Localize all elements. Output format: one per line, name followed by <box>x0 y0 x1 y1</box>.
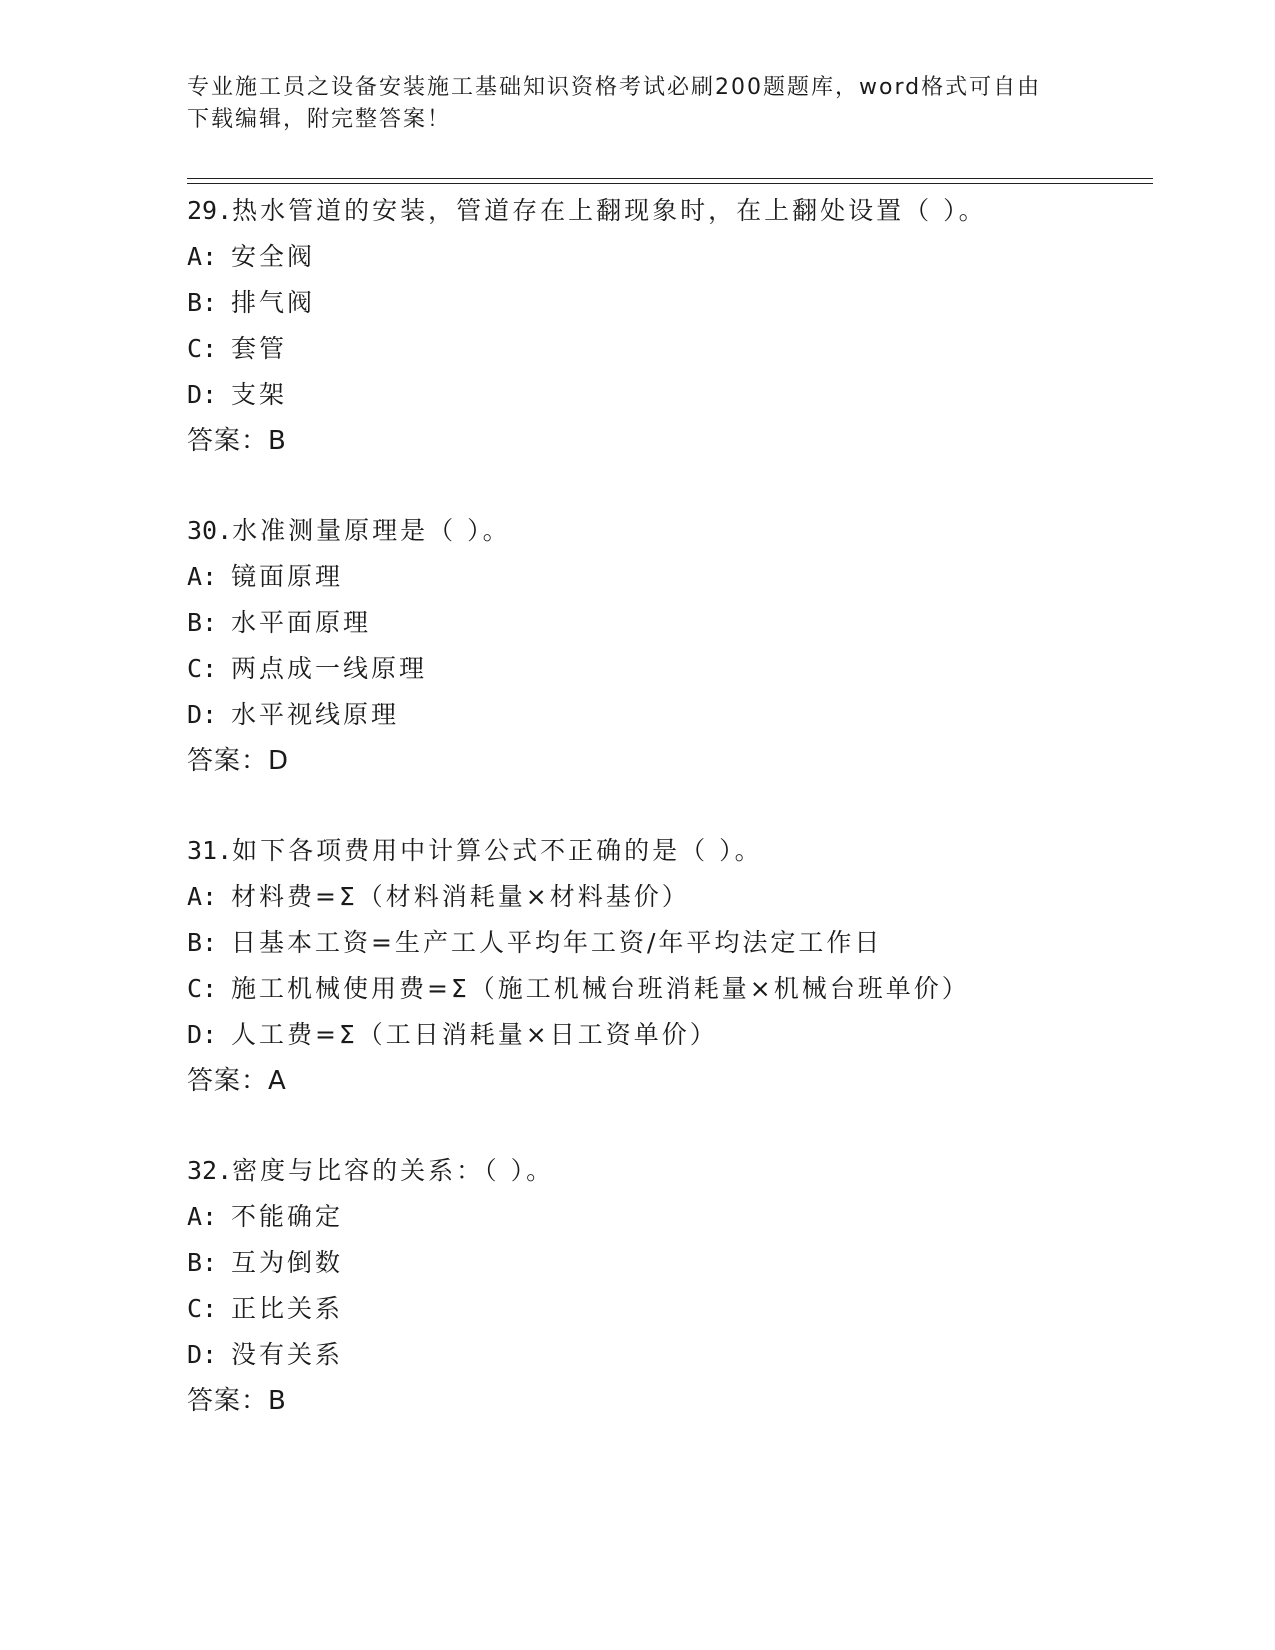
option-b <box>187 600 1177 646</box>
question-number: 30. <box>187 516 233 545</box>
question-text: 水准测量原理是（ ）。 <box>232 516 511 545</box>
option-text: 材料费=Σ（材料消耗量×材料基价） <box>231 882 690 911</box>
header-divider-top <box>187 178 1153 179</box>
option-letter: B: <box>187 928 218 957</box>
question-number: 29. <box>187 196 233 225</box>
option-c <box>187 326 1177 372</box>
option-letter: A: <box>187 1202 218 1231</box>
document-header <box>187 72 1067 136</box>
option-letter: B: <box>187 1248 218 1277</box>
option-letter: A: <box>187 562 218 591</box>
answer-line: 答案：A <box>187 1066 287 1096</box>
option-a <box>187 554 1177 600</box>
question-32 <box>187 1148 1177 1424</box>
option-text: 没有关系 <box>231 1340 344 1369</box>
option-letter: B: <box>187 608 218 637</box>
option-text: 镜面原理 <box>231 562 344 591</box>
option-letter: B: <box>187 288 218 317</box>
option-letter: C: <box>187 334 218 363</box>
option-text: 日基本工资=生产工人平均年工资/年平均法定工作日 <box>231 928 883 957</box>
question-29 <box>187 188 1177 464</box>
option-d <box>187 692 1177 738</box>
option-letter: D: <box>187 1340 218 1369</box>
option-b <box>187 1240 1177 1286</box>
option-text: 施工机械使用费=Σ（施工机械台班消耗量×机械台班单价） <box>231 974 970 1003</box>
question-stem <box>187 188 1177 234</box>
option-c <box>187 646 1177 692</box>
option-letter: D: <box>187 700 218 729</box>
option-d <box>187 1332 1177 1378</box>
option-a <box>187 234 1177 280</box>
option-a <box>187 1194 1177 1240</box>
question-number: 32. <box>187 1156 233 1185</box>
option-c <box>187 966 1177 1012</box>
option-letter: D: <box>187 1020 218 1049</box>
answer-line: 答案：B <box>187 426 287 456</box>
answer-line: 答案：D <box>187 746 290 776</box>
question-31 <box>187 828 1177 1104</box>
question-text: 如下各项费用中计算公式不正确的是（ ）。 <box>232 836 763 865</box>
option-b <box>187 920 1177 966</box>
option-text: 正比关系 <box>231 1294 344 1323</box>
option-text: 套管 <box>231 334 288 363</box>
header-line-2: 下载编辑，附完整答案！ <box>187 107 452 132</box>
answer-line: 答案：B <box>187 1386 287 1416</box>
option-d <box>187 1012 1177 1058</box>
question-number: 31. <box>187 836 233 865</box>
option-letter: A: <box>187 242 218 271</box>
option-b <box>187 280 1177 326</box>
question-text: 密度与比容的关系：（ ）。 <box>232 1156 555 1185</box>
option-text: 水平面原理 <box>231 608 372 637</box>
question-list <box>187 188 1177 1468</box>
header-divider-bottom <box>187 183 1153 184</box>
question-stem <box>187 828 1177 874</box>
question-text: 热水管道的安装，管道存在上翻现象时，在上翻处设置（ ）。 <box>232 196 987 225</box>
option-text: 排气阀 <box>231 288 316 317</box>
option-text: 水平视线原理 <box>231 700 400 729</box>
option-d <box>187 372 1177 418</box>
question-stem <box>187 508 1177 554</box>
option-text: 两点成一线原理 <box>231 654 428 683</box>
option-c <box>187 1286 1177 1332</box>
option-text: 互为倒数 <box>231 1248 344 1277</box>
option-text: 不能确定 <box>231 1202 344 1231</box>
option-letter: D: <box>187 380 218 409</box>
header-line-1: 专业施工员之设备安装施工基础知识资格考试必刷200题题库，word格式可自由 <box>187 75 1042 100</box>
option-letter: A: <box>187 882 218 911</box>
option-letter: C: <box>187 974 218 1003</box>
option-letter: C: <box>187 1294 218 1323</box>
option-text: 人工费=Σ（工日消耗量×日工资单价） <box>231 1020 718 1049</box>
option-text: 安全阀 <box>231 242 316 271</box>
option-letter: C: <box>187 654 218 683</box>
option-a <box>187 874 1177 920</box>
question-stem <box>187 1148 1177 1194</box>
question-30 <box>187 508 1177 784</box>
option-text: 支架 <box>231 380 288 409</box>
